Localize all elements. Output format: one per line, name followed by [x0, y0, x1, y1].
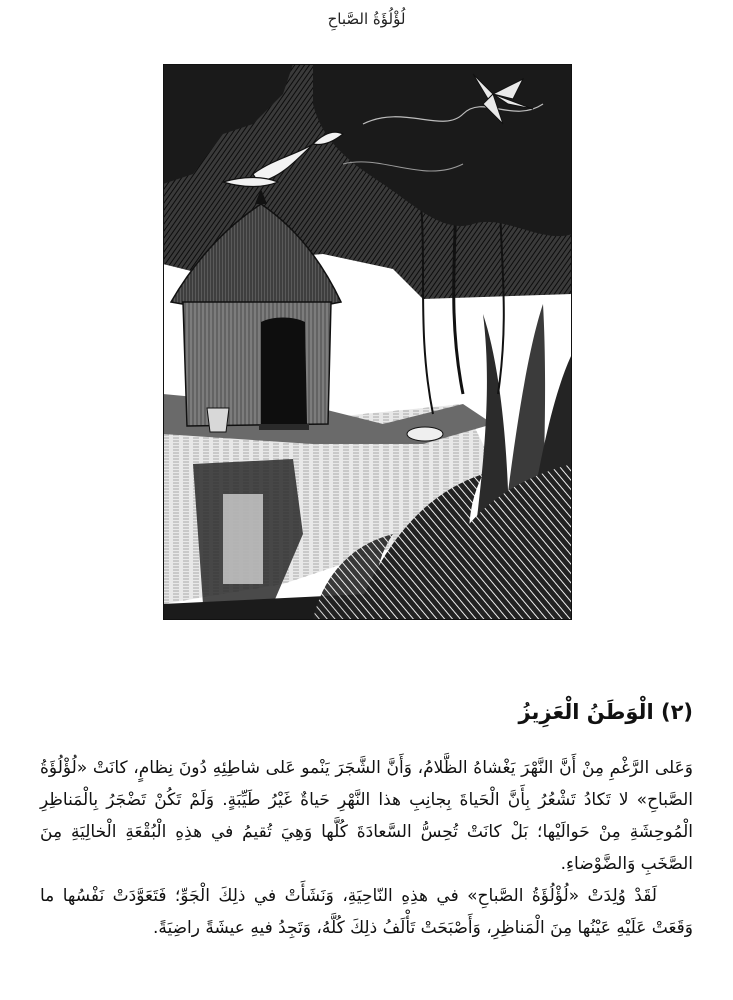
- chapter-body: [40, 752, 693, 944]
- riverside-rock: [407, 427, 443, 441]
- page-running-title: لُؤْلُؤَةُ الصَّباحِ: [327, 10, 406, 28]
- paragraph: وَعَلى الرَّغْمِ مِنْ أَنَّ النَّهْرَ يَغْشاهُ الظَّلامُ، وَأَنَّ الشَّجَرَ يَنْمو عَلى شاطِئِهِ دُونَ نِظامٍ، كانَتْ «لُؤْلُؤَةُ الصَّباحِ» لا تَكادُ تَشْعُرُ بِأَنَّ الْحَياةَ بِجانِبِ هذا النَّهْرِ حَياةٌ غَيْرُ طَيِّبَةٍ. وَلَمْ تَكُنْ تَضْجَرُ بِالْمَناظِرِ الْمُوحِشَةِ مِنْ حَوالَيْها؛ بَلْ كانَتْ تُحِسُّ السَّعادَةَ كُلَّها وَهِيَ تُقيمُ في هذِهِ الْبُقْعَةِ الْخالِيَةِ مِنَ الصَّخَبِ وَالضَّوْضاءِ.: [40, 758, 693, 874]
- hut-by-river-illustration: [163, 64, 572, 620]
- paragraph: لَقَدْ وُلِدَتْ «لُؤْلُؤَةُ الصَّباحِ» في هذِهِ النّاحِيَةِ، وَنَشَأَتْ في ذلِكَ الْجَوِّ؛ فَتَعَوَّدَتْ نَفْسُها ما وَقَعَتْ عَلَيْهِ عَيْنُها مِنَ الْمَناظِرِ، وَأَصْبَحَتْ تَأْلَفُ ذلِكَ كُلَّهُ، وَتَجِدُ فيهِ عيشَةً راضِيَةً.: [40, 886, 693, 938]
- chapter-heading: (٢) الْوَطَنُ الْعَزِيزُ: [518, 700, 693, 724]
